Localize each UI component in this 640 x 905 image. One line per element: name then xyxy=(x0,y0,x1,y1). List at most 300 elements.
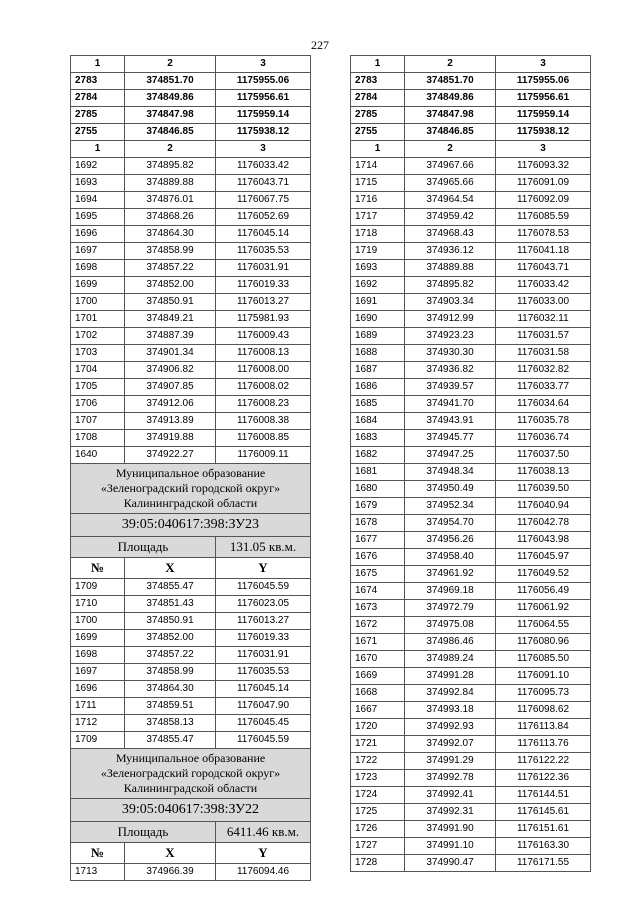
table-cell: 374991.90 xyxy=(405,821,496,838)
table-row xyxy=(71,596,311,613)
table-cell: 1640 xyxy=(71,447,125,464)
table-cell: 374992.84 xyxy=(405,685,496,702)
column-header-row xyxy=(71,141,311,158)
table-cell: 1176052.69 xyxy=(216,209,311,226)
table-cell: 374849.86 xyxy=(405,90,496,107)
table-cell: 374919.88 xyxy=(125,430,216,447)
table-row xyxy=(351,498,591,515)
table-cell: 1176095.73 xyxy=(496,685,591,702)
table-cell: 1701 xyxy=(71,311,125,328)
page-number: 227 xyxy=(311,38,329,52)
table-row xyxy=(71,698,311,715)
table-cell: 1176013.27 xyxy=(216,294,311,311)
table-row xyxy=(351,379,591,396)
area-value: 131.05 кв.м. xyxy=(216,537,311,558)
table-cell: 1676 xyxy=(351,549,405,566)
table-row xyxy=(351,124,591,141)
table-cell: 1695 xyxy=(71,209,125,226)
table-cell: 374972.79 xyxy=(405,600,496,617)
table-cell: 1721 xyxy=(351,736,405,753)
table-cell: 374954.70 xyxy=(405,515,496,532)
table-cell: 1176008.02 xyxy=(216,379,311,396)
table-cell: 2 xyxy=(125,56,216,73)
table-cell: 3 xyxy=(216,56,311,73)
table-cell: 1674 xyxy=(351,583,405,600)
table-cell: 374956.26 xyxy=(405,532,496,549)
table-row xyxy=(71,430,311,447)
table-cell: 1176113.76 xyxy=(496,736,591,753)
table-cell: 3 xyxy=(496,56,591,73)
table-row xyxy=(71,277,311,294)
table-cell: 1700 xyxy=(71,613,125,630)
table-cell: 374930.30 xyxy=(405,345,496,362)
table-row xyxy=(71,107,311,124)
table-cell: 1176122.36 xyxy=(496,770,591,787)
table-cell: 1709 xyxy=(71,579,125,596)
table-cell: 1176080.96 xyxy=(496,634,591,651)
table-row xyxy=(351,719,591,736)
table-cell: 374864.30 xyxy=(125,681,216,698)
table-row xyxy=(71,124,311,141)
table-cell: 1723 xyxy=(351,770,405,787)
table-cell: 374992.93 xyxy=(405,719,496,736)
table-cell: 1713 xyxy=(71,864,125,881)
table-cell: 374864.30 xyxy=(125,226,216,243)
table-cell: 1176032.11 xyxy=(496,311,591,328)
table-row xyxy=(71,158,311,175)
table-cell: 1711 xyxy=(71,698,125,715)
table-cell: 374852.00 xyxy=(125,630,216,647)
area-label: Площадь xyxy=(71,537,216,558)
table-cell: 374913.89 xyxy=(125,413,216,430)
table-cell: 1693 xyxy=(71,175,125,192)
table-row xyxy=(351,583,591,600)
table-cell: 1176094.46 xyxy=(216,864,311,881)
table-cell: 1176061.92 xyxy=(496,600,591,617)
table-row xyxy=(71,328,311,345)
table-cell: 1718 xyxy=(351,226,405,243)
table-cell: 1727 xyxy=(351,838,405,855)
table-cell: 1714 xyxy=(351,158,405,175)
table-row xyxy=(71,226,311,243)
table-cell: 1176033.77 xyxy=(496,379,591,396)
table-cell: 1679 xyxy=(351,498,405,515)
area-row xyxy=(71,537,311,558)
table-row xyxy=(351,617,591,634)
table-cell: 1176038.13 xyxy=(496,464,591,481)
table-cell: 1720 xyxy=(351,719,405,736)
table-row xyxy=(351,90,591,107)
table-cell: 1176008.13 xyxy=(216,345,311,362)
table-cell: 1672 xyxy=(351,617,405,634)
table-cell: 1175956.61 xyxy=(496,90,591,107)
table-cell: 374992.07 xyxy=(405,736,496,753)
table-cell: 1176008.38 xyxy=(216,413,311,430)
table-cell: 374912.99 xyxy=(405,311,496,328)
table-cell: 374859.51 xyxy=(125,698,216,715)
table-cell: 374847.98 xyxy=(125,107,216,124)
right-coordinates-table xyxy=(350,55,591,872)
table-row xyxy=(351,532,591,549)
table-cell: 1 xyxy=(71,56,125,73)
table-row xyxy=(71,90,311,107)
table-cell: 1719 xyxy=(351,243,405,260)
table-cell: 374903.34 xyxy=(405,294,496,311)
table-cell: 374943.91 xyxy=(405,413,496,430)
table-row xyxy=(351,362,591,379)
table-cell: 374850.91 xyxy=(125,613,216,630)
table-row xyxy=(71,732,311,749)
table-cell: 1176035.53 xyxy=(216,664,311,681)
table-cell: 1175956.61 xyxy=(216,90,311,107)
table-cell: 1675 xyxy=(351,566,405,583)
table-cell: 374850.91 xyxy=(125,294,216,311)
table-cell: 1710 xyxy=(71,596,125,613)
area-row xyxy=(71,822,311,843)
table-cell: 374950.49 xyxy=(405,481,496,498)
table-cell: 1696 xyxy=(71,226,125,243)
table-cell: 1696 xyxy=(71,681,125,698)
table-row xyxy=(351,753,591,770)
table-row xyxy=(351,855,591,872)
table-cell: 2 xyxy=(405,56,496,73)
table-cell: 374964.54 xyxy=(405,192,496,209)
table-cell: 374991.29 xyxy=(405,753,496,770)
table-cell: 1176067.75 xyxy=(216,192,311,209)
table-cell: 1704 xyxy=(71,362,125,379)
table-cell: 1688 xyxy=(351,345,405,362)
table-cell: 1176045.59 xyxy=(216,579,311,596)
table-cell: 1176033.42 xyxy=(216,158,311,175)
table-cell: 1709 xyxy=(71,732,125,749)
table-cell: 1176008.85 xyxy=(216,430,311,447)
table-cell: 374851.70 xyxy=(125,73,216,90)
table-cell: 1683 xyxy=(351,430,405,447)
table-cell: 1176047.90 xyxy=(216,698,311,715)
table-cell: 1176091.09 xyxy=(496,175,591,192)
table-cell: 1693 xyxy=(351,260,405,277)
table-row xyxy=(351,328,591,345)
table-cell: 374990.47 xyxy=(405,855,496,872)
table-cell: 1705 xyxy=(71,379,125,396)
table-cell: 1715 xyxy=(351,175,405,192)
table-cell: 374906.82 xyxy=(125,362,216,379)
table-cell: 1176043.71 xyxy=(216,175,311,192)
table-cell: 1176043.98 xyxy=(496,532,591,549)
table-cell: 1667 xyxy=(351,702,405,719)
table-row xyxy=(351,702,591,719)
table-cell: 1678 xyxy=(351,515,405,532)
table-cell: 1722 xyxy=(351,753,405,770)
table-cell: 1176035.78 xyxy=(496,413,591,430)
table-cell: 374959.42 xyxy=(405,209,496,226)
table-cell: 2755 xyxy=(351,124,405,141)
table-cell: 1176031.91 xyxy=(216,260,311,277)
table-cell: 1176035.53 xyxy=(216,243,311,260)
table-cell: 1176031.91 xyxy=(216,647,311,664)
table-cell: 1176008.00 xyxy=(216,362,311,379)
table-cell: 1176034.64 xyxy=(496,396,591,413)
table-cell: 2783 xyxy=(71,73,125,90)
table-row xyxy=(71,260,311,277)
table-row xyxy=(71,681,311,698)
table-cell: 374851.43 xyxy=(125,596,216,613)
table-cell: 374948.34 xyxy=(405,464,496,481)
table-cell: 374846.85 xyxy=(405,124,496,141)
table-cell: 1699 xyxy=(71,630,125,647)
table-cell: 374855.47 xyxy=(125,579,216,596)
table-cell: 1 xyxy=(351,56,405,73)
table-cell: 374855.47 xyxy=(125,732,216,749)
table-cell: 1685 xyxy=(351,396,405,413)
table-cell: 1712 xyxy=(71,715,125,732)
cadastral-number-row xyxy=(71,799,311,822)
table-cell: 374993.18 xyxy=(405,702,496,719)
table-cell: 374849.86 xyxy=(125,90,216,107)
table-row xyxy=(71,73,311,90)
table-cell: Y xyxy=(216,558,311,579)
table-cell: 374991.28 xyxy=(405,668,496,685)
table-cell: 1176092.09 xyxy=(496,192,591,209)
table-cell: 1703 xyxy=(71,345,125,362)
table-row xyxy=(351,566,591,583)
table-cell: 374868.26 xyxy=(125,209,216,226)
table-cell: 1176036.74 xyxy=(496,430,591,447)
table-cell: 374901.34 xyxy=(125,345,216,362)
table-cell: № xyxy=(71,558,125,579)
table-cell: 1176043.71 xyxy=(496,260,591,277)
table-cell: 374992.41 xyxy=(405,787,496,804)
table-cell: 3 xyxy=(216,141,311,158)
table-cell: 374989.24 xyxy=(405,651,496,668)
table-row xyxy=(351,294,591,311)
table-row xyxy=(351,549,591,566)
cadastral-number: 39:05:040617:398:ЗУ22 xyxy=(71,799,311,822)
table-row xyxy=(71,413,311,430)
table-cell: 1 xyxy=(351,141,405,158)
table-cell: 374858.13 xyxy=(125,715,216,732)
table-cell: 1668 xyxy=(351,685,405,702)
table-cell: 1726 xyxy=(351,821,405,838)
table-cell: 374966.39 xyxy=(125,864,216,881)
table-cell: 1176093.32 xyxy=(496,158,591,175)
table-row xyxy=(71,175,311,192)
table-row xyxy=(351,107,591,124)
table-cell: 1176049.52 xyxy=(496,566,591,583)
coordinate-column-header xyxy=(71,843,311,864)
table-cell: 1176031.58 xyxy=(496,345,591,362)
table-row xyxy=(351,209,591,226)
table-row xyxy=(71,345,311,362)
column-header-row xyxy=(351,56,591,73)
cadastral-number-row xyxy=(71,514,311,537)
table-cell: 1682 xyxy=(351,447,405,464)
table-row xyxy=(71,715,311,732)
table-cell: 1176013.27 xyxy=(216,613,311,630)
table-cell: 1176144.51 xyxy=(496,787,591,804)
table-row xyxy=(71,647,311,664)
table-cell: 374975.08 xyxy=(405,617,496,634)
table-cell: 1175938.12 xyxy=(216,124,311,141)
table-row xyxy=(351,158,591,175)
table-cell: 1702 xyxy=(71,328,125,345)
table-cell: 1698 xyxy=(71,647,125,664)
table-cell: 1694 xyxy=(71,192,125,209)
table-cell: 1176019.33 xyxy=(216,277,311,294)
table-row xyxy=(71,243,311,260)
table-cell: 374876.01 xyxy=(125,192,216,209)
table-cell: X xyxy=(125,843,216,864)
table-cell: 1176023.05 xyxy=(216,596,311,613)
table-cell: 1673 xyxy=(351,600,405,617)
table-row xyxy=(351,430,591,447)
table-cell: 1697 xyxy=(71,664,125,681)
table-cell: 374967.66 xyxy=(405,158,496,175)
table-cell: 374889.88 xyxy=(125,175,216,192)
table-cell: 1677 xyxy=(351,532,405,549)
table-cell: 374992.31 xyxy=(405,804,496,821)
table-cell: 2 xyxy=(125,141,216,158)
table-cell: 1724 xyxy=(351,787,405,804)
table-cell: 374958.40 xyxy=(405,549,496,566)
table-cell: 374992.78 xyxy=(405,770,496,787)
table-cell: 1176098.62 xyxy=(496,702,591,719)
table-cell: № xyxy=(71,843,125,864)
table-row xyxy=(351,277,591,294)
table-cell: 1176032.82 xyxy=(496,362,591,379)
table-cell: 2785 xyxy=(351,107,405,124)
table-cell: 1692 xyxy=(71,158,125,175)
table-cell: 1176045.45 xyxy=(216,715,311,732)
table-cell: 1176040.94 xyxy=(496,498,591,515)
table-cell: X xyxy=(125,558,216,579)
table-row xyxy=(71,294,311,311)
table-cell: 1691 xyxy=(351,294,405,311)
table-cell: 374912.06 xyxy=(125,396,216,413)
table-cell: 374936.82 xyxy=(405,362,496,379)
table-cell: 2 xyxy=(405,141,496,158)
table-cell: 1717 xyxy=(351,209,405,226)
table-cell: 1176078.53 xyxy=(496,226,591,243)
municipality-name-row xyxy=(71,749,311,799)
table-row xyxy=(351,685,591,702)
municipality-name-row xyxy=(71,464,311,514)
table-row xyxy=(351,770,591,787)
table-cell: 1687 xyxy=(351,362,405,379)
table-cell: 1176056.49 xyxy=(496,583,591,600)
area-label: Площадь xyxy=(71,822,216,843)
table-cell: 1725 xyxy=(351,804,405,821)
table-row xyxy=(351,447,591,464)
table-cell: 374846.85 xyxy=(125,124,216,141)
table-cell: 1175955.06 xyxy=(216,73,311,90)
table-cell: 1698 xyxy=(71,260,125,277)
table-cell: 1176041.18 xyxy=(496,243,591,260)
table-cell: 374923.23 xyxy=(405,328,496,345)
municipality-name: Муниципальное образование «Зеленоградский городской округ» Калининградской области xyxy=(71,749,311,799)
table-cell: 1176031.57 xyxy=(496,328,591,345)
table-cell: 1669 xyxy=(351,668,405,685)
table-cell: 1176045.14 xyxy=(216,226,311,243)
table-cell: 1176033.00 xyxy=(496,294,591,311)
table-row xyxy=(351,192,591,209)
table-cell: 374941.70 xyxy=(405,396,496,413)
table-cell: 1671 xyxy=(351,634,405,651)
table-cell: 1670 xyxy=(351,651,405,668)
table-row xyxy=(351,651,591,668)
table-row xyxy=(71,379,311,396)
table-cell: 2783 xyxy=(351,73,405,90)
left-coordinates-table xyxy=(70,55,311,881)
table-row xyxy=(71,362,311,379)
table-cell: 374939.57 xyxy=(405,379,496,396)
table-cell: 1686 xyxy=(351,379,405,396)
coordinate-column-header xyxy=(71,558,311,579)
table-row xyxy=(351,600,591,617)
table-row xyxy=(351,634,591,651)
table-row xyxy=(351,481,591,498)
table-cell: 1706 xyxy=(71,396,125,413)
table-row xyxy=(71,630,311,647)
table-cell: 1692 xyxy=(351,277,405,294)
table-cell: 1176113.84 xyxy=(496,719,591,736)
table-cell: 374858.99 xyxy=(125,664,216,681)
table-cell: 1175955.06 xyxy=(496,73,591,90)
table-row xyxy=(351,226,591,243)
table-cell: 374887.39 xyxy=(125,328,216,345)
table-cell: 1175959.14 xyxy=(496,107,591,124)
table-cell: 1728 xyxy=(351,855,405,872)
table-cell: 1176091.10 xyxy=(496,668,591,685)
table-cell: 1176085.50 xyxy=(496,651,591,668)
table-cell: 1176064.55 xyxy=(496,617,591,634)
table-cell: 374952.34 xyxy=(405,498,496,515)
table-cell: 374968.43 xyxy=(405,226,496,243)
table-row xyxy=(351,464,591,481)
table-cell: 1176009.43 xyxy=(216,328,311,345)
table-cell: 374986.46 xyxy=(405,634,496,651)
table-cell: 374922.27 xyxy=(125,447,216,464)
table-cell: 1176151.61 xyxy=(496,821,591,838)
table-cell: 1176009.11 xyxy=(216,447,311,464)
table-cell: 374936.12 xyxy=(405,243,496,260)
table-cell: 1690 xyxy=(351,311,405,328)
table-cell: 1176037.50 xyxy=(496,447,591,464)
table-cell: 1680 xyxy=(351,481,405,498)
table-row xyxy=(351,175,591,192)
table-row xyxy=(71,447,311,464)
table-cell: 374857.22 xyxy=(125,647,216,664)
table-cell: 1684 xyxy=(351,413,405,430)
table-cell: 1176033.42 xyxy=(496,277,591,294)
column-header-row xyxy=(351,141,591,158)
table-cell: 2784 xyxy=(351,90,405,107)
table-cell: 1689 xyxy=(351,328,405,345)
table-row xyxy=(351,311,591,328)
table-cell: 2755 xyxy=(71,124,125,141)
table-cell: 1176045.97 xyxy=(496,549,591,566)
table-row xyxy=(351,515,591,532)
table-row xyxy=(351,73,591,90)
table-cell: 1697 xyxy=(71,243,125,260)
area-value: 6411.46 кв.м. xyxy=(216,822,311,843)
table-cell: 374965.66 xyxy=(405,175,496,192)
table-cell: 1716 xyxy=(351,192,405,209)
table-cell: 1176171.55 xyxy=(496,855,591,872)
table-row xyxy=(71,311,311,328)
table-cell: 1176042.78 xyxy=(496,515,591,532)
table-cell: 1700 xyxy=(71,294,125,311)
